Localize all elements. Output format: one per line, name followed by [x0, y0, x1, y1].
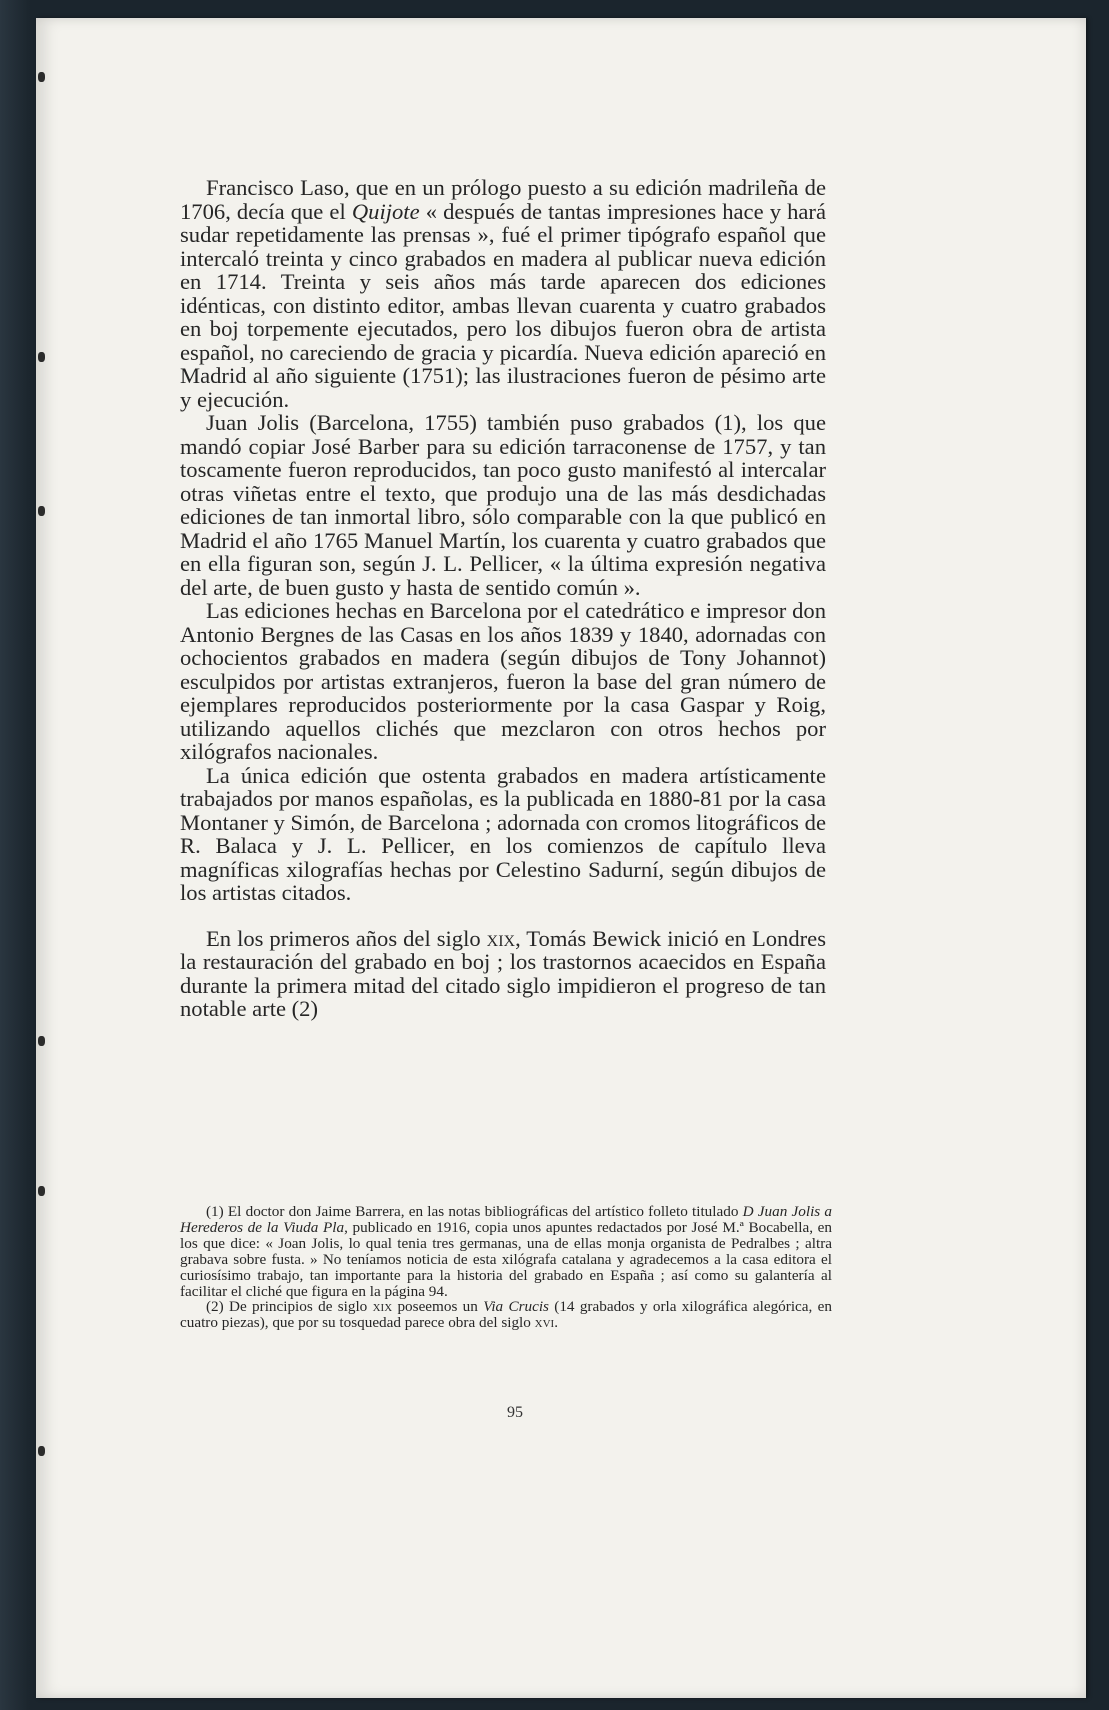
footnote-1: (1) El doctor don Jaime Barrera, en las notas bibliográficas del artístico folleto titulado D Juan Jolis a Herederos de la Viuda Pla, publicado en 1916, copia unos apuntes redactados por José M.ª Bocabella, en los que dice: « Joan Jolis, lo qual tenia tres germanas, una de ellas monja organista de Pedralbes ; altra grabava sobre fusta. » No teníamos noticia de esta xilógrafa catalana y agradecemos a la casa editora el curiosísimo trabajo, tan importante para la historia del grabado en España ; así como su galantería al facilitar el cliché que figura en la página 94.	[180, 1203, 833, 1300]
page-number: 95	[507, 1404, 523, 1421]
paragraph-5: En los primeros años del siglo xix, Tomás Bewick inició en Londres la restauración del grabado en boj ; los trastornos acaecidos en España durante la primera mitad del citado siglo impidieron el progreso de tan notable arte (2)	[180, 925, 826, 1021]
footnote-2: (2) De principios de siglo xix poseemos un Via Crucis (14 grabados y orla xilográfica alegórica, en cuatro piezas), que por su tosquedad parece obra del siglo xvi.	[180, 1298, 832, 1332]
footnote-2-title: Via Crucis	[483, 1298, 549, 1316]
margin-mark	[38, 352, 45, 362]
margin-mark	[38, 72, 45, 82]
footnote-1-title: D Juan Jolis a Herederos de la Viuda Pla	[180, 1203, 832, 1236]
main-text	[180, 176, 826, 1021]
paragraph-1: Francisco Laso, que en un prólogo puesto a su edición madrileña de 1706, decía que el Quijote « después de tantas impresiones hace y hará sudar repetidamente las prensas », fué el primer tipógrafo español que intercaló treinta y cinco grabados en madera al publicar nueva edición en 1714. Treinta y seis años más tarde aparecen dos ediciones idénticas, con distinto editor, ambas llevan cuarenta y cuatro grabados en boj torpemente ejecutados, pero los dibujos fueron obra de artista español, no careciendo de gracia y picardía. Nueva edición apareció en Madrid al año siguiente (1751); las ilustraciones fueron de pésimo arte y ejecución.	[180, 175, 826, 412]
margin-mark	[38, 1186, 45, 1196]
margin-mark	[38, 1446, 45, 1456]
footnotes	[180, 1204, 832, 1331]
margin-mark	[38, 506, 45, 516]
paragraph-2: Juan Jolis (Barcelona, 1755) también puso grabados (1), los que mandó copiar José Barber para su edición tarraconense de 1757, y tan toscamente fueron reproducidos, tan poco gusto manifestó al intercalar otras viñetas entre el texto, que produjo una de las más desdichadas ediciones de tan inmortal libro, sólo comparable con la que publicó en Madrid el año 1765 Manuel Martín, los cuarenta y cuatro grabados que en ella figuran son, según J. L. Pellicer, « la última expresión negativa del arte, de buen gusto y hasta de sentido común ».	[180, 410, 826, 600]
paragraph-4: La única edición que ostenta grabados en madera artísticamente trabajados por manos españolas, es la publicada en 1880-81 por la casa Montaner y Simón, de Barcelona ; adornada con cromos litográficos de R. Balaca y J. L. Pellicer, en los comienzos de capítulo lleva magníficas xilografías hechas por Celestino Sadurní, según dibujos de los artistas citados.	[180, 762, 826, 905]
margin-mark	[38, 1036, 45, 1046]
paragraph-3: Las ediciones hechas en Barcelona por el catedrático e impresor don Antonio Bergnes de las Casas en los años 1839 y 1840, adornadas con ochocientos grabados en madera (según dibujos de Tony Johannot) esculpidos por artistas extranjeros, fueron la base del gran número de ejemplares reproducidos posteriormente por la casa Gaspar y Roig, utilizando aquellos clichés que mezclaron con otros hechos por xilógrafos nacionales.	[180, 598, 826, 764]
